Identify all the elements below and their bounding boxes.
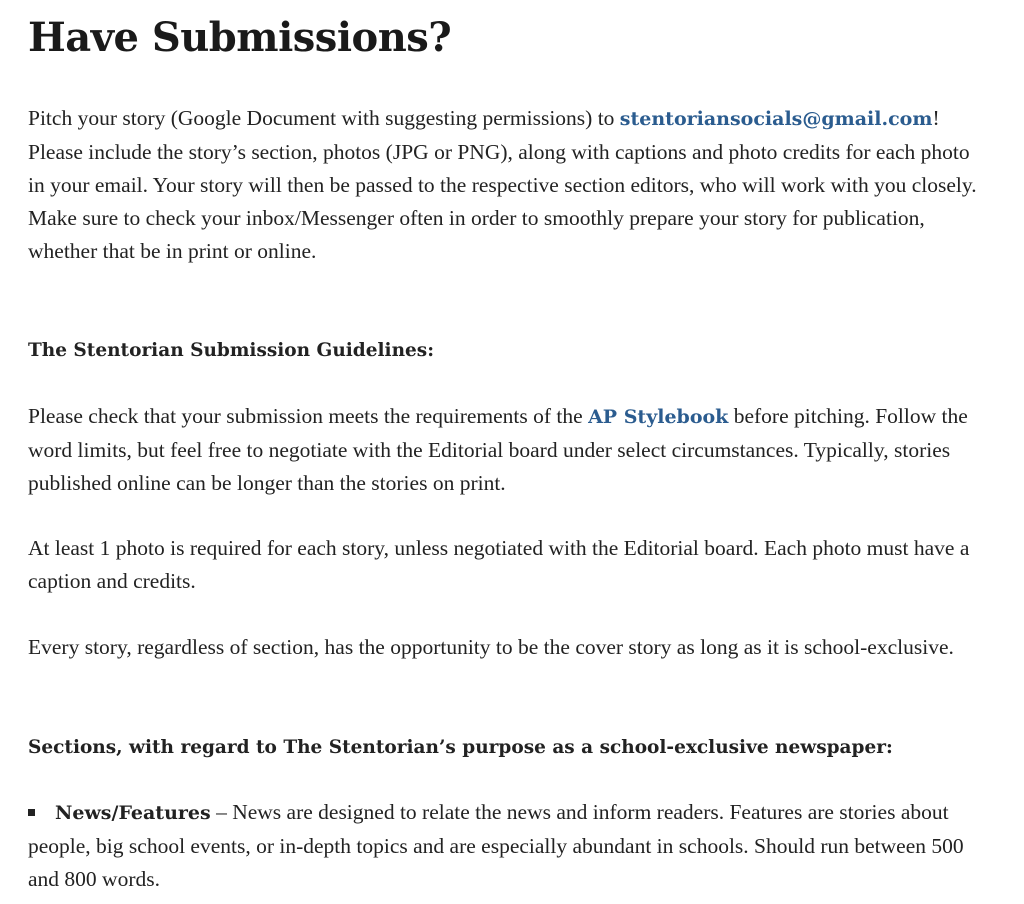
guidelines-paragraph-3: Every story, regardless of section, has the opportunity to be the cover story as long as it is school-exclusive. <box>28 635 954 659</box>
intro-paragraph <box>28 102 990 268</box>
list-item <box>28 796 990 896</box>
page-title: Have Submissions? <box>28 14 452 61</box>
guidelines-p1-after-link: before pitching. Follow the word limits, but feel free to negotiate with the Editorial board under select circumstances. Typically, stories published online can be longer than the stories on print. <box>28 404 968 495</box>
intro-text-before-link: Pitch your story (Google Document with suggesting permissions) to <box>28 106 620 130</box>
section-description: – News are designed to relate the news and inform readers. Features are stories about people, big school events, or in-depth topics and are especially abundant in schools. Should run between 500 and 800 words. <box>28 800 964 891</box>
guidelines-heading <box>28 333 990 367</box>
ap-stylebook-link[interactable]: AP Stylebook <box>588 406 729 428</box>
sections-heading-text: Sections, with regard to The Stentorian’s purpose as a school-exclusive newspaper: <box>28 737 893 758</box>
guidelines-heading-text: The Stentorian Submission Guidelines: <box>28 340 435 361</box>
guidelines-paragraph-1 <box>28 400 990 500</box>
intro-text-after-link: ! Please include the story’s section, photos (JPG or PNG), along with captions and photo credits for each photo in your email. Your story will then be passed to the respective section editors, who will work with you closely. Make sure to check your inbox/Messenger often in order to smoothly prepare your story for publication, whether that be in print or online. <box>28 106 977 263</box>
bullet-square-icon <box>28 809 35 816</box>
email-link[interactable]: stentoriansocials@gmail.com <box>619 108 933 130</box>
guidelines-p1-before-link: Please check that your submission meets the requirements of the <box>28 404 589 428</box>
sections-heading <box>28 730 990 764</box>
section-term: News/Features <box>55 802 211 824</box>
guidelines-paragraph-2: At least 1 photo is required for each story, unless negotiated with the Editorial board. Each photo must have a caption and credits. <box>28 536 970 593</box>
